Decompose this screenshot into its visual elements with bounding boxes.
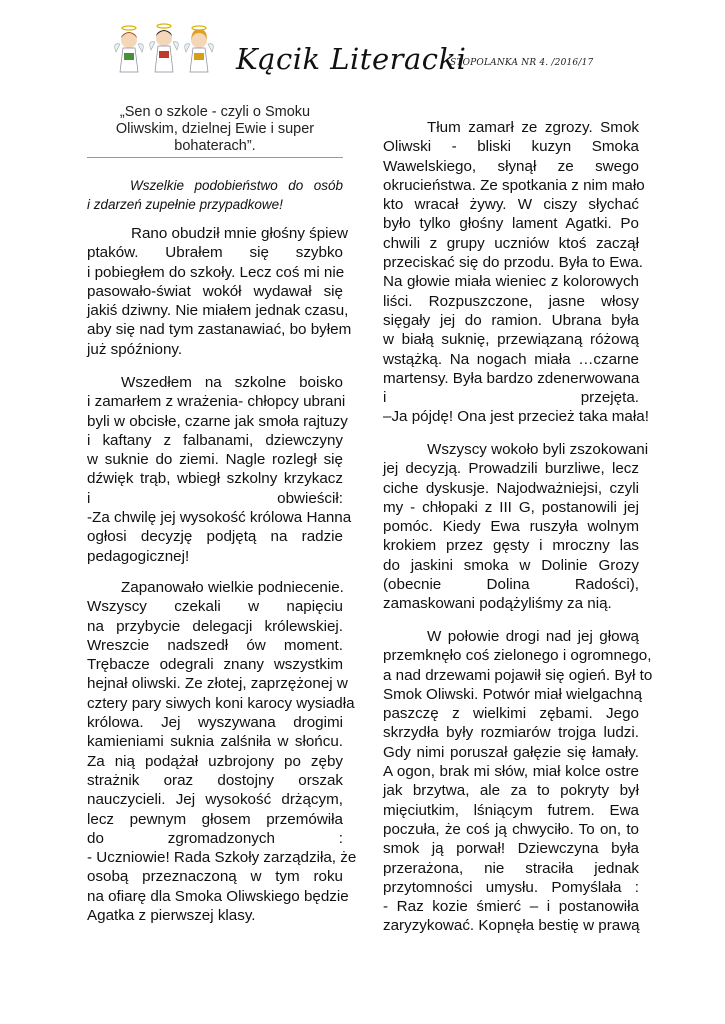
text-line: królowa. Jej wyszywana drogimi [87, 714, 343, 732]
text-line: Wawelskiego, słynął ze swego [383, 157, 639, 175]
text-line: cztery pary siwych koni karocy wysiadła [87, 694, 355, 712]
text-line: krokiem przez gęsty i mroczny las [383, 537, 639, 555]
text-line: zaryzykować. Kopnęła bestię w prawą [383, 917, 640, 935]
text-line: liści. Rozpuszczone, jasne włosy [383, 292, 639, 310]
text-line: Na głowie miała wieniec z kolorowych [383, 273, 639, 291]
text-line: przerażona, nie straciła jednak [383, 859, 639, 877]
text-line: paszczę z wielkimi zębami. Jego [383, 705, 639, 723]
text-line: Zapanowało wielkie podniecenie. [121, 579, 344, 596]
text-line: chwili z grupy uczniów ktoś zaczął [383, 234, 639, 252]
text-line: już spóźniony. [87, 340, 183, 358]
text-line: Tłum zamarł ze zgrozy. Smok [427, 119, 639, 136]
disclaimer-line: Wszelkie podobieństwo do osób [130, 178, 343, 193]
text-line: byli w obcisłe, czarne jak smoła rajtuzy [87, 412, 348, 430]
paragraph [87, 578, 357, 925]
text-line: przemknęło coś zielonego i ogromnego, [383, 647, 652, 665]
text-line: mięciutkim, lśniącym futrem. Ewa [383, 801, 639, 819]
text-line: i zamarłem z wrażenia- chłopcy ubrani [87, 393, 346, 411]
text-line: przeciskać się do przodu. Była to Ewa. [383, 254, 643, 272]
magazine-title: Kącik Literacki [236, 42, 467, 76]
text-line: i kaftany z falbanami, dziewczyny [87, 431, 343, 449]
text-line: Agatka z pierwszej klasy. [87, 907, 256, 925]
text-line: Gdy nimi poruszał gałęzie się łamały. [383, 743, 639, 761]
text-line: A ogon, brak mi słów, miał kolce ostre [383, 763, 639, 781]
text-line: i pobiegłem do szkoły. Lecz coś mi nie [87, 263, 345, 281]
text-line: nauczycieli. Jej wysokość drżącym, [87, 791, 343, 809]
text-line: a nad drzewami pojawił się ogień. Był to [383, 666, 653, 684]
text-line: Wszyscy czekali w napięciu [87, 598, 343, 616]
text-line: W połowie drogi nad jej głową [427, 628, 639, 645]
disclaimer [87, 177, 343, 214]
paragraph [383, 118, 649, 427]
text-line: poczuła, że coś ją chwyciło. To on, to [383, 820, 639, 838]
paragraph [87, 224, 352, 359]
text-line: hejnał oliwski. Ze złotej, zaprzężonej w [87, 675, 348, 693]
text-line: pedagogicznej! [87, 547, 190, 565]
text-line: -Za chwilę jej wysokość królowa Hanna [87, 509, 352, 527]
text-line: okrucieństwa. Ze spotkania z nim mało [383, 176, 645, 194]
text-line: kamieniami suknia zalśniła w słońcu. [87, 733, 343, 751]
text-line: jakiś dziwny. Nie miałem jednak czasu, [87, 302, 349, 320]
text-line: i przejęta. [383, 389, 639, 407]
text-line: i obwieścił: [87, 489, 343, 507]
paragraph [87, 373, 352, 566]
text-line: Smok Oliwski. Potwór miał wielgachną [383, 685, 643, 703]
angel-icon [185, 26, 214, 72]
text-line: my - chłopaki z III G, postanowili jej [383, 498, 639, 516]
text-line: lecz pewnym głosem przemówiła [87, 810, 343, 828]
paragraph [383, 627, 653, 936]
text-line: pasowało-świat wokół wydawał się [87, 282, 343, 300]
angel-icon [115, 26, 144, 72]
text-line: ptaków. Ubrałem się szybko [87, 244, 343, 262]
text-line: ciche dyskusje. Najodważniejsi, czyli [383, 479, 639, 497]
text-line: skrzydła były rozmiarów trojga ludzi. [383, 724, 639, 742]
text-line: –Ja pójdę! Ona jest przecież taka mała! [383, 408, 649, 426]
text-line: strażnik oraz dostojny orszak [87, 771, 343, 789]
text-line: zamaskowani podążyliśmy za nią. [383, 595, 612, 613]
text-line: aby się nad tym zastanawiać, bo byłem [87, 321, 352, 339]
text-line: przytomności umysłu. Pomyślała : [383, 878, 639, 896]
title-divider [87, 157, 343, 158]
text-line: do jaskini smoka w Dolinie Grozy [383, 556, 639, 574]
text-line: dźwięk trąb, wbiegł szkolny krzykacz [87, 470, 343, 488]
text-line: osobą przeznaczoną w tym roku [87, 868, 343, 886]
issue-label: STOPOLANKA NR 4. /2016/17 [450, 58, 594, 68]
page-header [0, 0, 725, 90]
text-line: jak brzytwa, ale za to pokryty był [383, 782, 639, 800]
text-line: smok ją porwał! Dziewczyna była [383, 840, 639, 858]
text-line: jej decyzją. Prowadzili burzliwe, lecz [383, 460, 639, 478]
text-line: kto wracał żywy. W ciszy słychać [383, 196, 639, 214]
text-line: wstążką. Na nogach miała …czarne [383, 350, 639, 368]
text-line: - Uczniowie! Rada Szkoły zarządziła, że [87, 849, 357, 867]
text-line: w białą suknię, przewiązaną różową [383, 331, 639, 349]
text-line: ogłosi decyzję podjętą na radzie [87, 528, 343, 546]
paragraph [383, 440, 649, 614]
text-line: na przybycie delegacji królewskiej. [87, 617, 343, 635]
text-line: martensy. Była bardzo zdenerwowana [383, 369, 640, 387]
text-line: było tylko głośny lament Agatki. Po [383, 215, 639, 233]
text-line: Wszedłem na szkolne boisko [121, 374, 343, 391]
disclaimer-line: i zdarzeń zupełnie przypadkowe! [87, 196, 283, 212]
text-line: Oliwski - bliski kuzyn Smoka [383, 138, 639, 156]
text-line: Wszyscy wokoło byli zszokowani [427, 441, 649, 458]
text-line: Rano obudził mnie głośny śpiew [131, 225, 348, 242]
text-line: do zgromadzonych : [87, 829, 343, 847]
text-line: (obecnie Dolina Radości), [383, 576, 639, 594]
text-line: w suknie do ziemi. Nagle rozległ się [87, 451, 343, 469]
angel-icon [150, 24, 179, 72]
article-title: „Sen o szkole - czyli o Smoku Oliwskim, dzielnej Ewie i super bohaterach”. [115, 104, 315, 154]
text-line: sięgały jej do ramion. Ubrana była [383, 311, 639, 329]
text-line: Trębacze odegrali znany wszystkim [87, 656, 343, 674]
text-line: na ofiarę dla Smoka Oliwskiego będzie [87, 887, 349, 905]
text-line: Za nią podążał uzbrojony po zęby [87, 752, 343, 770]
text-line: pomóc. Kiedy Ewa ruszyła wolnym [383, 518, 639, 536]
text-line: Wreszcie nadszedł ów moment. [87, 636, 343, 654]
angels-illustration [112, 22, 217, 82]
text-line: - Raz kozie śmierć – i postanowiła [383, 898, 639, 916]
